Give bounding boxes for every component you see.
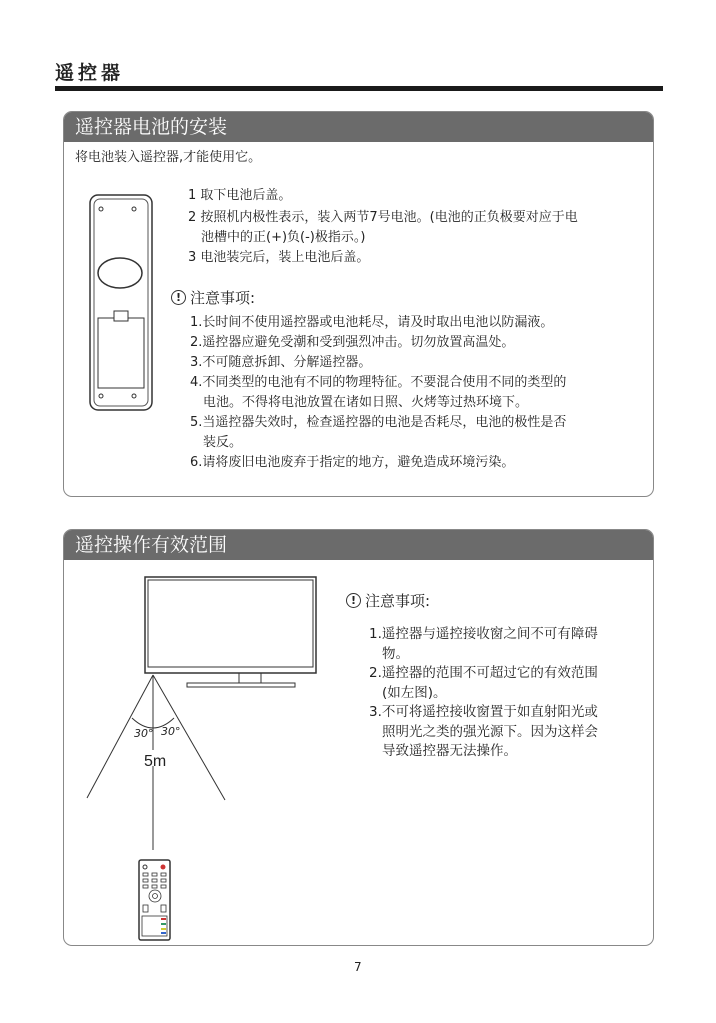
note-item (369, 664, 598, 703)
section-header: 遥控器电池的安装 (64, 112, 653, 142)
note-item (369, 625, 598, 664)
note-item (369, 703, 598, 762)
warning-icon: ! (346, 593, 361, 608)
step-line: 1 取下电池后盖。 (188, 188, 292, 203)
step-line: 池槽中的正(+)负(-)极指示。) (201, 230, 366, 245)
note-line: 3.不可将遥控接收窗置于如直射阳光或 (369, 704, 598, 720)
note-line: 物。 (382, 645, 409, 662)
note-item (190, 413, 566, 453)
remote-back-illustration (88, 193, 156, 413)
step-item (188, 248, 578, 268)
note-line: 1.长时间不使用遥控器或电池耗尽，请及时取出电池以防漏液。 (190, 315, 554, 330)
notice-title: 注意事项: (190, 289, 256, 307)
angle-left-label: 30° (134, 727, 154, 740)
note-line: 4.不同类型的电池有不同的物理特征。不要混合使用不同的类型的 (190, 375, 567, 390)
step-line: 3 电池装完后，装上电池后盖。 (188, 250, 370, 265)
note-item (190, 333, 566, 353)
note-item (190, 313, 566, 333)
remote-range-illustration (80, 570, 330, 945)
notice-heading (346, 590, 430, 611)
note-line: 导致遥控器无法操作。 (382, 743, 517, 759)
angle-right-label: 30° (161, 725, 181, 738)
note-line: 5.当遥控器失效时，检查遥控器的电池是否耗尽，电池的极性是否 (190, 415, 567, 430)
title-rule (55, 86, 663, 91)
note-item (190, 373, 566, 413)
note-line: 装反。 (203, 435, 243, 450)
intro-text: 将电池装入遥控器,才能使用它。 (75, 150, 262, 165)
distance-label: 5m (144, 753, 167, 770)
remote-front-icon (139, 860, 170, 940)
tv-icon (145, 577, 316, 687)
step-item (188, 186, 578, 206)
page-number: 7 (354, 960, 362, 974)
battery-notes-list (190, 313, 566, 473)
note-line: 电池。不得将电池放置在诸如日照、火烤等过热环境下。 (203, 395, 529, 410)
step-line: 2 按照机内极性表示，装入两节7号电池。(电池的正负极要对应于电 (188, 210, 578, 225)
section-header: 遥控操作有效范围 (64, 530, 653, 560)
note-line: 2.遥控器应避免受潮和受到强烈冲击。切勿放置高温处。 (190, 335, 515, 350)
notice-heading (171, 287, 255, 308)
notice-title: 注意事项: (365, 592, 431, 610)
note-line: 6.请将废旧电池废弃于指定的地方，避免造成环境污染。 (190, 455, 515, 470)
note-line: (如左图)。 (382, 684, 447, 701)
note-item (190, 453, 566, 473)
range-notes-list (369, 625, 598, 762)
note-line: 2.遥控器的范围不可超过它的有效范围 (369, 665, 598, 681)
note-line: 照明光之类的强光源下。因为这样会 (382, 723, 598, 740)
warning-icon: ! (171, 290, 186, 305)
note-line: 1.遥控器与遥控接收窗之间不可有障碍 (369, 626, 598, 642)
install-steps (188, 186, 578, 268)
page-title: 遥控器 (55, 62, 125, 84)
note-line: 3.不可随意拆卸、分解遥控器。 (190, 355, 372, 370)
note-item (190, 353, 566, 373)
step-item (188, 208, 578, 248)
